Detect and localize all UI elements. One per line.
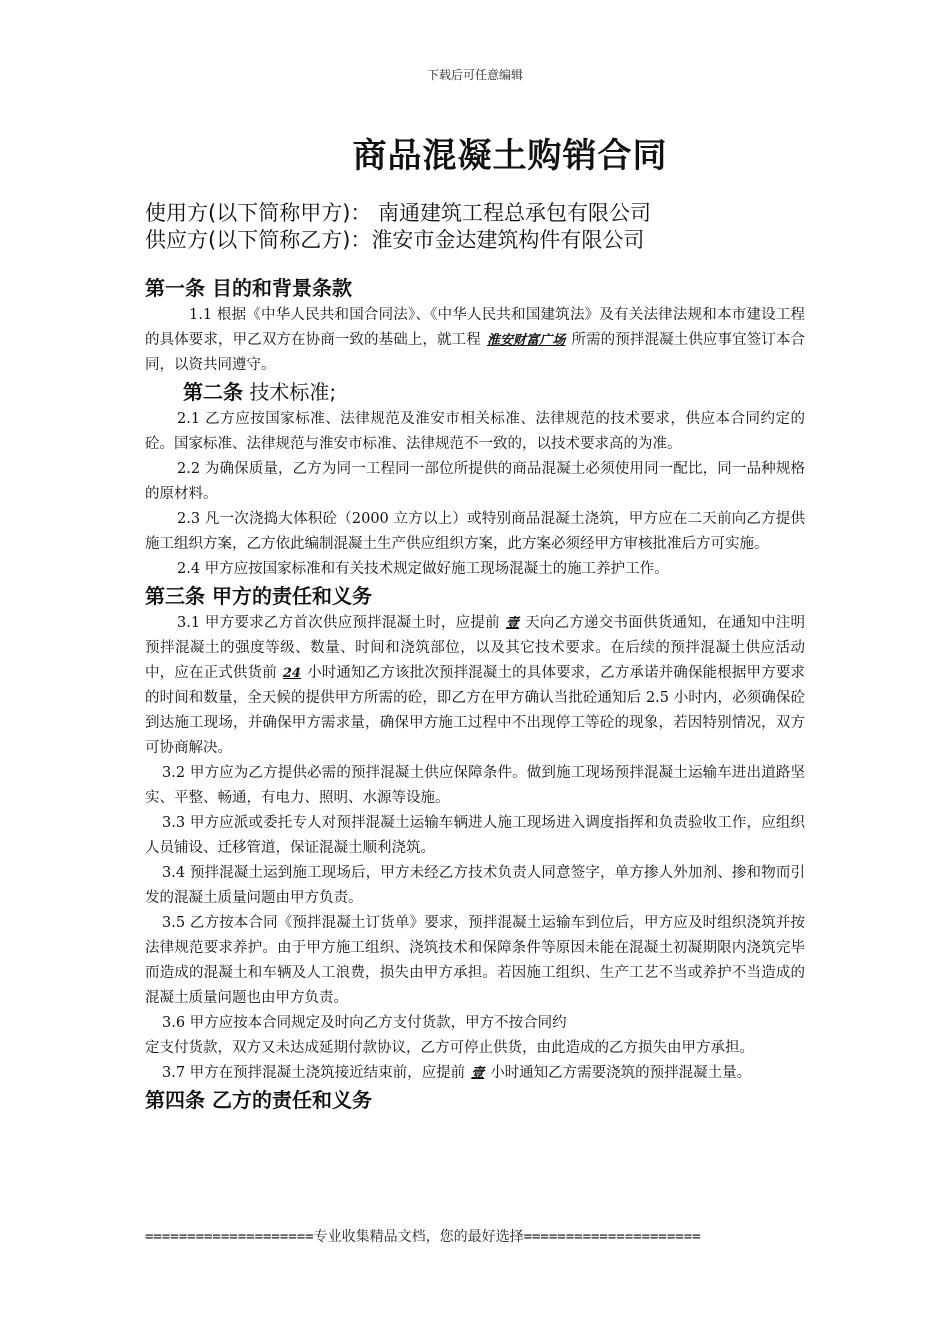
contract-title: 商品混凝土购销合同	[352, 136, 668, 176]
clause-3-1-text-a: 3.1 甲方要求乙方首次供应预拌混凝土时，应提前	[177, 615, 500, 631]
clause-2-3: 2.3 凡一次浇捣大体积砼（2000 立方以上）或特别商品混凝土浇筑，甲方应在二天前向乙方提供施工组织方案，乙方依此编制混凝土生产供应组织方案，此方案必须经甲方审核批准后方可实施。	[145, 511, 805, 552]
parties-block	[145, 200, 825, 254]
clause-2-2: 2.2 为确保质量，乙方为同一工程同一部位所提供的商品混凝土必须使用同一配比，同一品种规格的原材料。	[145, 461, 805, 502]
clause-3-7-text-a: 3.7 甲方在预拌混凝土浇筑接近结束前，应提前	[162, 1065, 466, 1081]
article1-text-a: 1.1 根据《中华人民共和国合同法》、《中华人民共和国建筑法》及有关法律法规和本市建设工程的具体要求，甲乙双方在协商一致的基础上，就工程	[145, 307, 805, 348]
article1-text-b: 所需的预拌混凝土供应事宜签订本合同，以资共同遵守。	[145, 332, 805, 373]
clause-2-1: 2.1 乙方应按国家标准、法律规范及淮安市相关标准、法律规范的技术要求，供应本合同约定的砼。国家标准、法律规范与淮安市标准、法律规范不一致的，以技术要求高的为准。	[145, 411, 805, 452]
hours-fill: 24	[282, 666, 301, 681]
footer-banner: ====================专业收集精品文档，您的最好选择=====================	[145, 1229, 701, 1245]
article2-heading-rest: 技术标准;	[243, 380, 337, 404]
project-name-fill: 淮安财富广场	[486, 333, 566, 348]
clause-3-6-continued: 定支付货款，双方又未达成延期付款协议，乙方可停止供货，由此造成的乙方损失由甲方承担。	[145, 1040, 754, 1056]
clause-3-2: 3.2 甲方应为乙方提供必需的预拌混凝土供应保障条件。做到施工现场预拌混凝土运输车进出道路坚实、平整、畅通，有电力、照明、水源等设施。	[145, 765, 805, 806]
notice-hours-fill: 壹	[471, 1066, 485, 1081]
clause-2-4: 2.4 甲方应按国家标准和有关技术规定做好施工现场混凝土的施工养护工作。	[177, 561, 669, 577]
clause-3-3: 3.3 甲方应派或委托专人对预拌混凝土运输车辆进人施工现场进入调度指挥和负责验收工作，应组织人员铺设、迁移管道，保证混凝土顺利浇筑。	[145, 815, 805, 856]
party-b: 供应方(以下简称乙方)：淮安市金达建筑构件有限公司	[145, 228, 645, 252]
article1-heading: 第一条 目的和背景条款	[145, 276, 352, 300]
party-a: 使用方(以下简称甲方)： 南通建筑工程总承包有限公司	[145, 201, 652, 225]
article1-paragraph	[145, 303, 805, 378]
article4-heading: 第四条 乙方的责任和义务	[145, 1088, 372, 1112]
article3-heading: 第三条 甲方的责任和义务	[145, 584, 372, 608]
clause-3-7	[145, 1061, 805, 1086]
clause-3-1-text-c: 小时通知乙方该批次预拌混凝土的具体要求，乙方承诺并确保能根据甲方要求的时间和数量，全天候的提供甲方所需的砼，即乙方在甲方确认当批砼通知后 2.5 小时内，必须确保砼到达施工现场，并确保甲方需求量，确保甲方施工过程中不出现停工等砼的现象，若因特别情况，双方可协商解决。	[145, 665, 805, 756]
clause-3-4: 3.4 预拌混凝土运到施工现场后，甲方未经乙方技术负责人同意签字，单方掺人外加剂、掺和物而引发的混凝土质量问题由甲方负责。	[145, 865, 805, 906]
contract-body	[145, 274, 805, 1115]
clause-3-1	[145, 611, 805, 761]
article2-heading-prefix: 第二条	[183, 380, 243, 404]
clause-3-7-text-b: 小时通知乙方需要浇筑的预拌混凝土量。	[490, 1065, 752, 1081]
days-fill: 壹	[505, 616, 520, 631]
header-note: 下载后可任意编辑	[426, 68, 523, 82]
clause-3-1-text-b: 天向乙方递交书面供货通知，在通知中注明预拌混凝土的强度等级、数量、时间和浇筑部位，以及其它技术要求。在后续的预拌混凝土供应活动中，应在正式供货前	[145, 615, 805, 681]
clause-3-6-first-line: 3.6 甲方应按本合同规定及时向乙方支付货款，甲方不按合同约	[162, 1015, 567, 1031]
clause-3-5: 3.5 乙方按本合同《预拌混凝土订货单》要求，预拌混凝土运输车到位后，甲方应及时组织浇筑并按法律规范要求养护。由于甲方施工组织、浇筑技术和保障条件等原因未能在混凝土初凝期限内浇筑完毕而造成的混凝土和车辆及人工浪费，损失由甲方承担。若因施工组织、生产工艺不当或养护不当造成的混凝土质量问题也由甲方负责。	[145, 915, 805, 1006]
article2-heading	[183, 378, 805, 406]
